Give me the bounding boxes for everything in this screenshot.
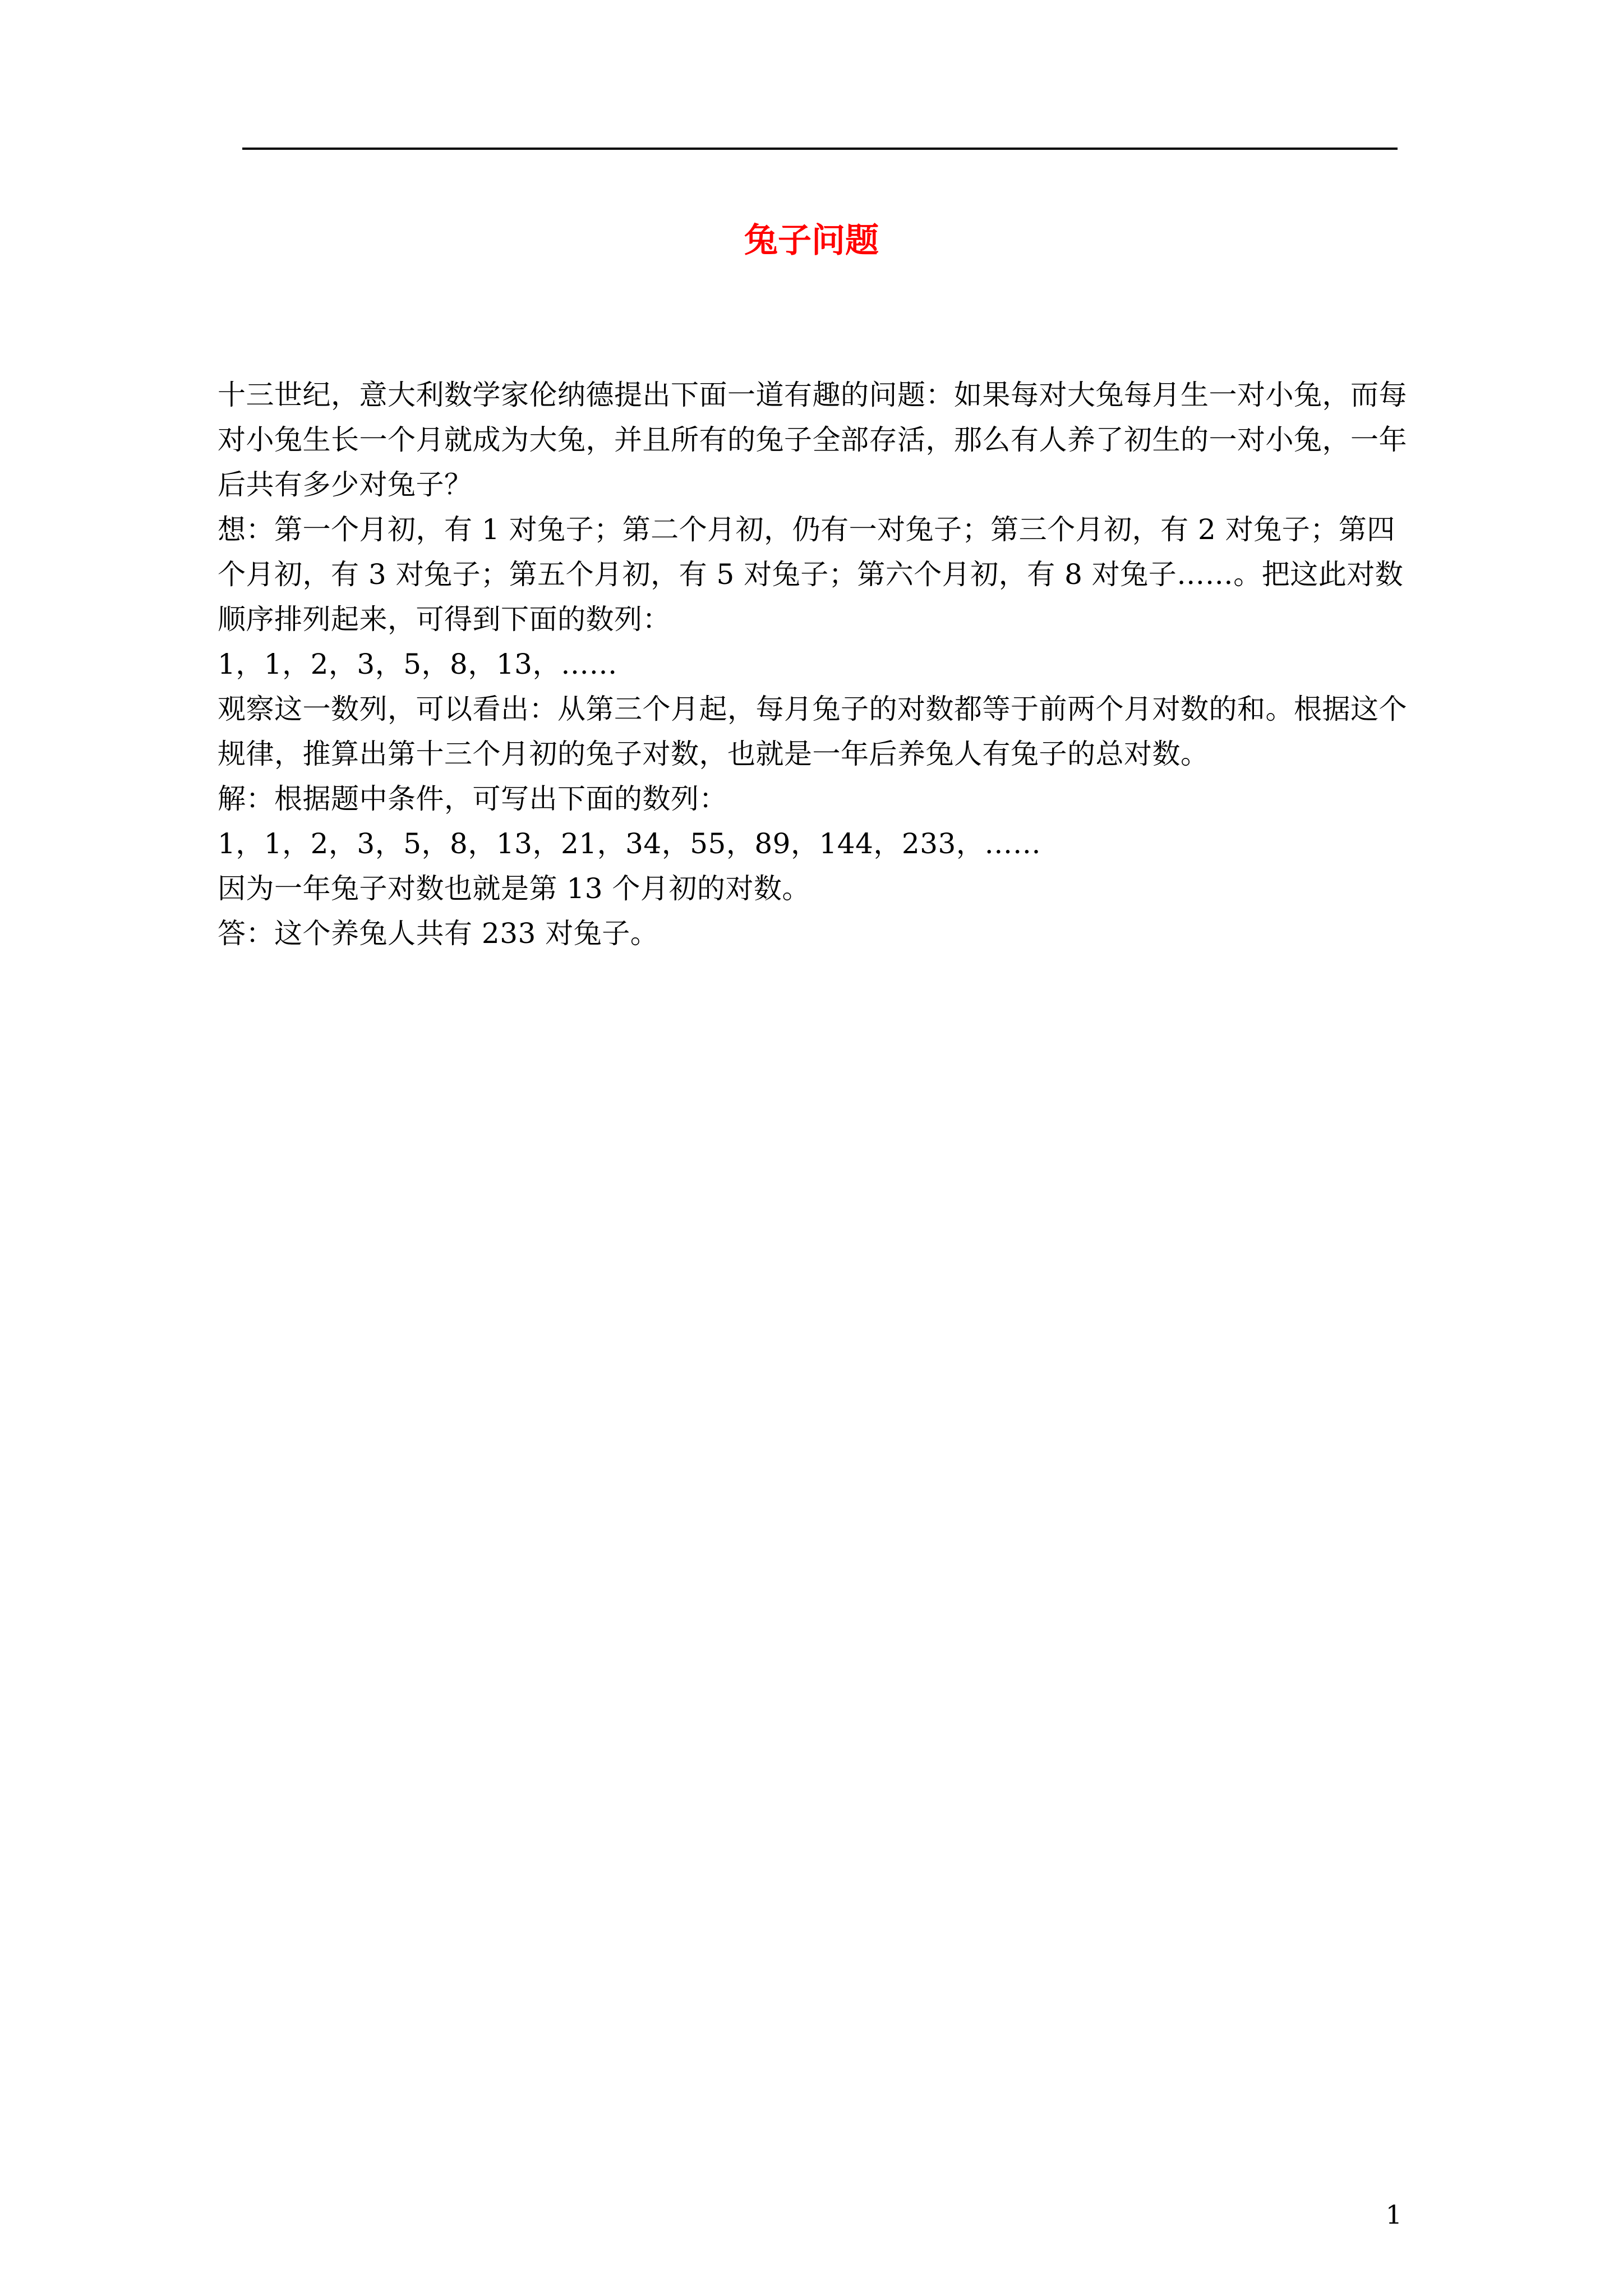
page-number: 1 bbox=[1385, 2200, 1402, 2230]
solution-intro: 解：根据题中条件，可写出下面的数列： bbox=[218, 783, 727, 815]
problem-paragraph: 十三世纪，意大利数学家伦纳德提出下面一道有趣的问题：如果每对大兔每月生一对小兔，而每对小兔生长一个月就成为大兔，并且所有的兔子全部存活，那么有人养了初生的一对小兔，一年后共有多少对兔子？ bbox=[218, 379, 1407, 501]
reasoning-paragraph: 想：第一个月初，有 1 对兔子；第二个月初，仍有一对兔子；第三个月初，有 2 对兔子；第四个月初，有 3 对兔子；第五个月初，有 5 对兔子；第六个月初，有 8 对兔子……。把这此对数顺序排列起来，可得到下面的数列： bbox=[218, 513, 1404, 636]
document-body bbox=[218, 372, 1423, 956]
explanation-line: 因为一年兔子对数也就是第 13 个月初的对数。 bbox=[218, 872, 810, 905]
header-rule bbox=[242, 148, 1398, 150]
sequence-full: 1，1，2，3，5，8，13，21，34，55，89，144，233，…… bbox=[218, 827, 1041, 860]
document-title: 兔子问题 bbox=[744, 221, 879, 260]
observation-paragraph: 观察这一数列，可以看出：从第三个月起，每月兔子的对数都等于前两个月对数的和。根据这个规律，推算出第十三个月初的兔子对数，也就是一年后养兔人有兔子的总对数。 bbox=[218, 693, 1407, 770]
sequence-short: 1，1，2，3，5，8，13，…… bbox=[218, 648, 617, 680]
answer-line: 答：这个养兔人共有 233 对兔子。 bbox=[218, 917, 659, 950]
